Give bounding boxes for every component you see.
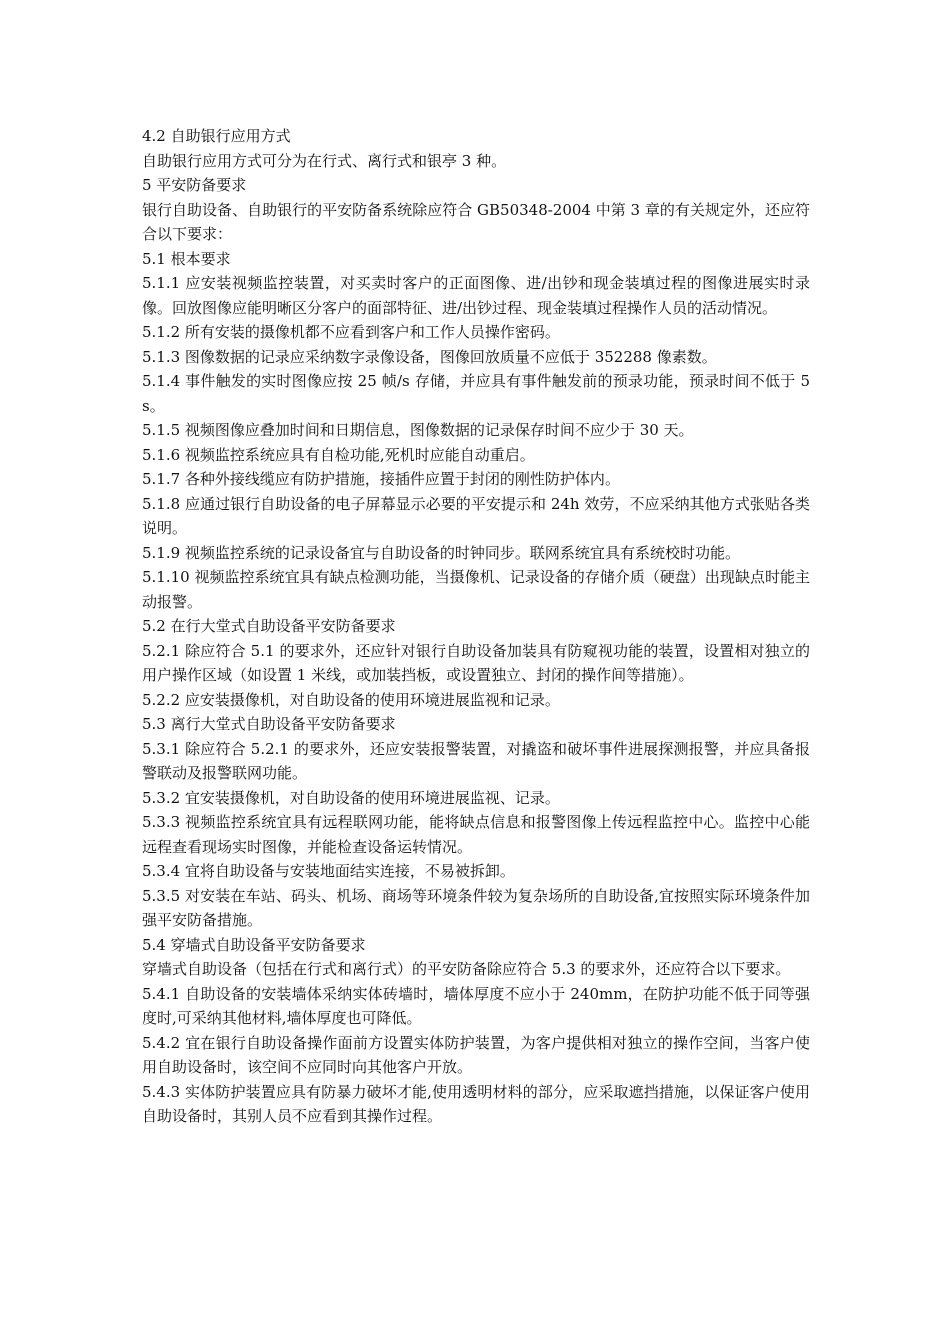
clause-5-1-9: 5.1.9 视频监控系统的记录设备宜与自助设备的时钟同步。联网系统宜具有系统校时功能。	[142, 543, 740, 562]
clause-5-3-5: 5.3.5 对安装在车站、码头、机场、商场等环境条件较为复杂场所的自助设备,宜按照实际环境条件加强平安防备措施。	[142, 886, 810, 929]
clause-5-1-5: 5.1.5 视频图像应叠加时间和日期信息，图像数据的记录保存时间不应少于 30 天。	[142, 421, 694, 439]
clause-5-1-6: 5.1.6 视频监控系统应具有自检功能,死机时应能自动重启。	[142, 445, 535, 464]
clause-5-2-1: 5.2.1 除应符合 5.1 的要求外，还应针对银行自助设备加装具有防窥视功能的装置，设置相对独立的用户操作区域（如设置 1 米线，或加装挡板，或设置独立、封闭的操作间等措施）。	[142, 641, 810, 684]
clause-5-1-10: 5.1.10 视频监控系统宜具有缺点检测功能，当摄像机、记录设备的存储介质（硬盘）出现缺点时能主动报警。	[142, 568, 810, 611]
heading-4-2: 4.2 自助银行应用方式	[142, 127, 291, 145]
clause-5-1-1: 5.1.1 应安装视频监控装置，对买卖时客户的正面图像、进/出钞和现金装填过程的图像进展实时录像。回放图像应能明晰区分客户的面部特征、进/出钞过程、现金装填过程操作人员的活动情况。	[142, 274, 810, 317]
paragraph: 银行自助设备、自助银行的平安防备系统除应符合 GB50348-2004 中第 3 章的有关规定外，还应符合以下要求：	[142, 200, 810, 243]
paragraph: 自助银行应用方式可分为在行式、离行式和银亭 3 种。	[142, 151, 507, 170]
clause-5-1-3: 5.1.3 图像数据的记录应采纳数字录像设备，图像回放质量不应低于 352288 像素数。	[142, 347, 717, 366]
heading-5-3: 5.3 离行大堂式自助设备平安防备要求	[142, 715, 396, 733]
clause-5-3-2: 5.3.2 宜安装摄像机，对自助设备的使用环境进展监视、记录。	[142, 788, 560, 807]
heading-5-4: 5.4 穿墙式自助设备平安防备要求	[142, 935, 366, 954]
heading-5-2: 5.2 在行大堂式自助设备平安防备要求	[142, 617, 396, 635]
clause-5-3-3: 5.3.3 视频监控系统宜具有远程联网功能，能将缺点信息和报警图像上传远程监控中心。监控中心能远程查看现场实时图像，并能检查设备运转情况。	[142, 813, 810, 856]
clause-5-3-4: 5.3.4 宜将自助设备与安装地面结实连接，不易被拆卸。	[142, 862, 515, 880]
paragraph: 穿墙式自助设备（包括在行式和离行式）的平安防备除应符合 5.3 的要求外，还应符合以下要求。	[142, 960, 791, 978]
clause-5-2-2: 5.2.2 应安装摄像机，对自助设备的使用环境进展监视和记录。	[142, 690, 560, 709]
heading-5-1: 5.1 根本要求	[142, 249, 231, 268]
clause-5-4-2: 5.4.2 宜在银行自助设备操作面前方设置实体防护装置，为客户提供相对独立的操作空间，当客户使用自助设备时，该空间不应同时向其他客户开放。	[142, 1033, 810, 1076]
clause-5-1-4: 5.1.4 事件触发的实时图像应按 25 帧/s 存储，并应具有事件触发前的预录功能，预录时间不低于 5s。	[142, 372, 810, 415]
document-body	[142, 124, 810, 1129]
clause-5-1-8: 5.1.8 应通过银行自助设备的电子屏幕显示必要的平安提示和 24h 效劳，不应采纳其他方式张贴各类说明。	[142, 494, 810, 537]
clause-5-4-1: 5.4.1 自助设备的安装墙体采纳实体砖墙时，墙体厚度不应小于 240mm，在防护功能不低于同等强度时,可采纳其他材料,墙体厚度也可降低。	[142, 984, 810, 1027]
clause-5-1-7: 5.1.7 各种外接线缆应有防护措施，接插件应置于封闭的刚性防护体内。	[142, 470, 620, 488]
clause-5-1-2: 5.1.2 所有安装的摄像机都不应看到客户和工作人员操作密码。	[142, 323, 560, 341]
clause-5-3-1: 5.3.1 除应符合 5.2.1 的要求外，还应安装报警装置，对撬盗和破坏事件进展探测报警，并应具备报警联动及报警联网功能。	[142, 739, 810, 782]
clause-5-4-3: 5.4.3 实体防护装置应具有防暴力破坏才能,使用透明材料的部分，应采取遮挡措施，以保证客户使用自助设备时，其别人员不应看到其操作过程。	[142, 1082, 810, 1125]
heading-5: 5 平安防备要求	[142, 176, 247, 194]
